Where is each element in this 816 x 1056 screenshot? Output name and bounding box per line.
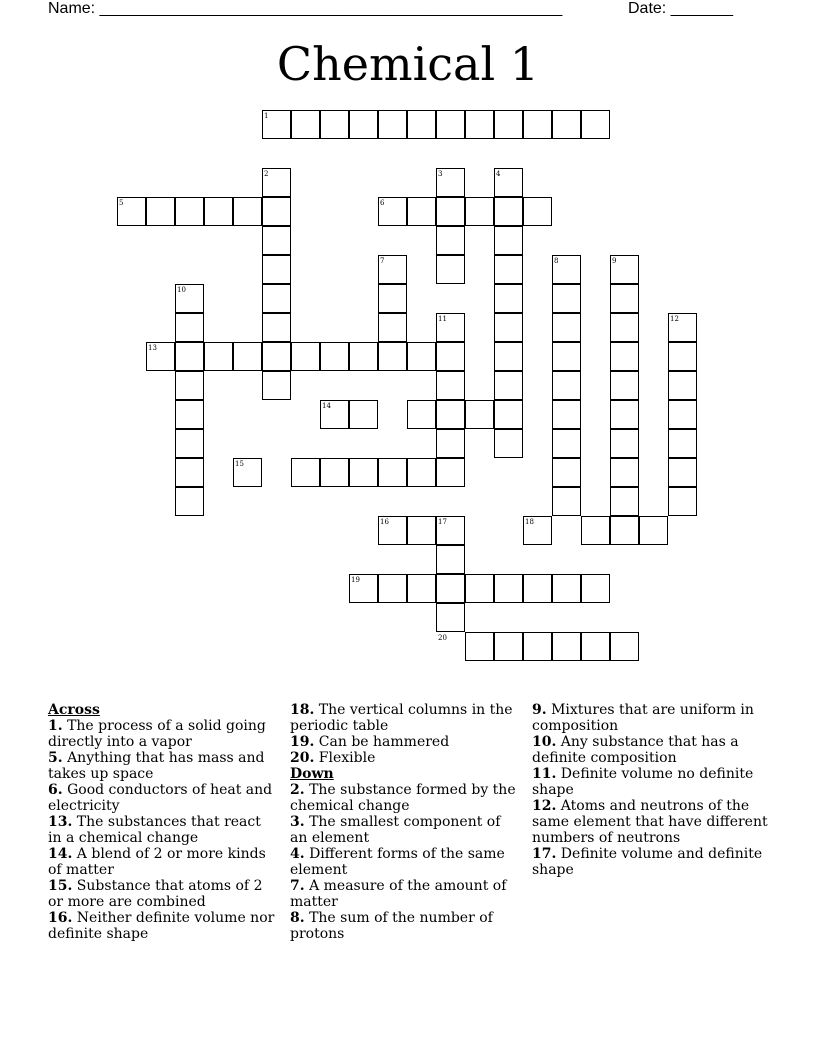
clue-number-label: 3. bbox=[290, 814, 305, 830]
clue-text: Definite volume and definite shape bbox=[532, 846, 763, 878]
clue-number: 1 bbox=[264, 112, 269, 120]
clue-number: 9 bbox=[612, 257, 617, 265]
grid-cell[interactable] bbox=[378, 284, 407, 313]
grid-cell[interactable] bbox=[668, 400, 697, 429]
clue bbox=[532, 798, 768, 846]
grid-cell[interactable] bbox=[233, 197, 262, 226]
clue-number: 12 bbox=[670, 315, 679, 323]
grid-cell[interactable] bbox=[610, 458, 639, 487]
clue-number-label: 16. bbox=[48, 910, 73, 926]
clues-column-3 bbox=[532, 702, 768, 878]
clue-text: Can be hammered bbox=[314, 734, 450, 750]
clue-number: 15 bbox=[235, 460, 244, 468]
grid-cell[interactable] bbox=[639, 516, 668, 545]
clue bbox=[48, 718, 276, 750]
grid-cell[interactable] bbox=[175, 197, 204, 226]
grid-cell[interactable] bbox=[465, 574, 494, 603]
clue-number-label: 8. bbox=[290, 910, 305, 926]
clue-number: 18 bbox=[525, 518, 534, 526]
clue bbox=[48, 878, 276, 910]
grid-cell[interactable] bbox=[494, 400, 523, 429]
grid-cell[interactable] bbox=[436, 197, 465, 226]
clue-text: Mixtures that are uniform in composition bbox=[532, 702, 754, 734]
grid-cell[interactable] bbox=[465, 197, 494, 226]
grid-cell[interactable] bbox=[465, 632, 494, 661]
clue-number-label: 14. bbox=[48, 846, 73, 862]
clue-number-label: 5. bbox=[48, 750, 63, 766]
grid-cell[interactable] bbox=[407, 458, 436, 487]
clue bbox=[290, 750, 518, 766]
clue-number-label: 9. bbox=[532, 702, 547, 718]
grid-cell[interactable] bbox=[378, 313, 407, 342]
grid-cell[interactable] bbox=[291, 458, 320, 487]
clue-number: 10 bbox=[177, 286, 186, 294]
grid-cell[interactable] bbox=[494, 313, 523, 342]
grid-cell[interactable] bbox=[494, 371, 523, 400]
grid-cell[interactable] bbox=[175, 458, 204, 487]
grid-cell[interactable] bbox=[581, 574, 610, 603]
clue bbox=[532, 702, 768, 734]
clue-number: 16 bbox=[380, 518, 389, 526]
grid-cell[interactable] bbox=[610, 400, 639, 429]
grid-cell[interactable] bbox=[320, 342, 349, 371]
grid-cell[interactable] bbox=[436, 110, 465, 139]
grid-cell[interactable] bbox=[436, 226, 465, 255]
clue-number: 3 bbox=[438, 170, 443, 178]
clue-text: Substance that atoms of 2 or more are combined bbox=[48, 878, 263, 910]
grid-cell[interactable] bbox=[523, 632, 552, 661]
clue bbox=[48, 782, 276, 814]
clue-text: Any substance that has a definite composition bbox=[532, 734, 739, 766]
grid-cell[interactable] bbox=[610, 429, 639, 458]
clue-number-label: 10. bbox=[532, 734, 557, 750]
grid-cell[interactable] bbox=[175, 487, 204, 516]
clue-number: 20 bbox=[438, 634, 447, 642]
clue bbox=[532, 734, 768, 766]
grid-cell[interactable] bbox=[552, 313, 581, 342]
clue-text: A measure of the amount of matter bbox=[290, 878, 507, 910]
grid-cell[interactable] bbox=[494, 110, 523, 139]
grid-cell[interactable] bbox=[668, 342, 697, 371]
grid-cell[interactable] bbox=[523, 574, 552, 603]
grid-cell[interactable] bbox=[610, 284, 639, 313]
grid-cell[interactable] bbox=[668, 371, 697, 400]
clue-number: 4 bbox=[496, 170, 501, 178]
grid-cell[interactable] bbox=[436, 545, 465, 574]
grid-cell[interactable] bbox=[436, 603, 465, 632]
grid-cell[interactable] bbox=[146, 197, 175, 226]
clue-text: Different forms of the same element bbox=[290, 846, 505, 878]
grid-cell[interactable] bbox=[494, 226, 523, 255]
across-clue-list-continued bbox=[290, 702, 518, 766]
clue bbox=[290, 702, 518, 734]
clue-number: 14 bbox=[322, 402, 331, 410]
grid-cell[interactable] bbox=[349, 110, 378, 139]
grid-cell[interactable] bbox=[175, 429, 204, 458]
grid-cell[interactable] bbox=[610, 487, 639, 516]
grid-cell[interactable] bbox=[175, 371, 204, 400]
grid-cell[interactable] bbox=[436, 458, 465, 487]
clue-number: 17 bbox=[438, 518, 447, 526]
clue-text: The process of a solid going directly into a vapor bbox=[48, 718, 266, 750]
grid-cell[interactable] bbox=[610, 516, 639, 545]
grid-cell[interactable] bbox=[291, 342, 320, 371]
grid-cell[interactable] bbox=[465, 110, 494, 139]
clue bbox=[532, 766, 768, 798]
grid-cell[interactable] bbox=[581, 516, 610, 545]
grid-cell[interactable] bbox=[552, 110, 581, 139]
clue bbox=[290, 814, 518, 846]
grid-cell[interactable] bbox=[465, 400, 494, 429]
clue-text: Atoms and neutrons of the same element that have different numbers of neutrons bbox=[532, 798, 768, 846]
grid-cell[interactable] bbox=[262, 255, 291, 284]
clue bbox=[290, 910, 518, 942]
grid-cell[interactable] bbox=[552, 371, 581, 400]
clue bbox=[48, 910, 276, 942]
grid-cell[interactable] bbox=[552, 284, 581, 313]
clue-number-label: 12. bbox=[532, 798, 557, 814]
clue-number-label: 1. bbox=[48, 718, 63, 734]
clue-text: The vertical columns in the periodic table bbox=[290, 702, 513, 734]
clue bbox=[48, 814, 276, 846]
grid-cell[interactable] bbox=[407, 516, 436, 545]
grid-cell[interactable] bbox=[407, 342, 436, 371]
clue bbox=[290, 734, 518, 750]
grid-cell[interactable] bbox=[552, 429, 581, 458]
grid-cell[interactable] bbox=[523, 197, 552, 226]
clue-text: Good conductors of heat and electricity bbox=[48, 782, 273, 814]
grid-cell[interactable] bbox=[262, 371, 291, 400]
grid-cell[interactable] bbox=[262, 226, 291, 255]
name-field-label[interactable]: Name: ____________________________________________________ bbox=[48, 0, 563, 17]
grid-cell[interactable] bbox=[494, 284, 523, 313]
clue-number-label: 2. bbox=[290, 782, 305, 798]
grid-cell[interactable] bbox=[175, 313, 204, 342]
down-clue-list bbox=[290, 782, 518, 942]
grid-cell[interactable] bbox=[407, 110, 436, 139]
grid-cell[interactable] bbox=[494, 574, 523, 603]
grid-cell[interactable] bbox=[436, 400, 465, 429]
clue bbox=[532, 846, 768, 878]
clue-number: 11 bbox=[438, 315, 447, 323]
grid-cell[interactable] bbox=[175, 342, 204, 371]
clue-text: The substance formed by the chemical change bbox=[290, 782, 516, 814]
grid-cell[interactable] bbox=[204, 197, 233, 226]
grid-cell[interactable] bbox=[320, 458, 349, 487]
grid-cell[interactable] bbox=[436, 255, 465, 284]
clue-number-label: 11. bbox=[532, 766, 557, 782]
grid-cell[interactable] bbox=[378, 342, 407, 371]
clue-number-label: 6. bbox=[48, 782, 63, 798]
clue-number-label: 7. bbox=[290, 878, 305, 894]
grid-cell[interactable] bbox=[349, 458, 378, 487]
clue-text: Definite volume no definite shape bbox=[532, 766, 754, 798]
page-title: Chemical 1 bbox=[276, 37, 540, 91]
clue-number: 19 bbox=[351, 576, 360, 584]
grid-cell[interactable] bbox=[233, 342, 262, 371]
clue-number: 5 bbox=[119, 199, 124, 207]
clue bbox=[290, 878, 518, 910]
grid-cell[interactable] bbox=[349, 342, 378, 371]
down-clue-list-continued bbox=[532, 702, 768, 878]
grid-cell[interactable] bbox=[552, 632, 581, 661]
grid-cell[interactable] bbox=[668, 458, 697, 487]
clues-column-1 bbox=[48, 702, 276, 942]
across-clue-list bbox=[48, 718, 276, 942]
clue-number-label: 13. bbox=[48, 814, 73, 830]
grid-cell[interactable] bbox=[552, 342, 581, 371]
clue-text: The substances that react in a chemical change bbox=[48, 814, 261, 846]
grid-cell[interactable] bbox=[320, 110, 349, 139]
grid-cell[interactable] bbox=[262, 313, 291, 342]
clue-number-label: 15. bbox=[48, 878, 73, 894]
grid-cell[interactable] bbox=[436, 429, 465, 458]
clue-text: Anything that has mass and takes up space bbox=[48, 750, 265, 782]
down-heading: Down bbox=[290, 766, 334, 782]
grid-cell[interactable] bbox=[378, 110, 407, 139]
clue-number-label: 20. bbox=[290, 750, 315, 766]
grid-cell[interactable] bbox=[291, 110, 320, 139]
clue-number-label: 19. bbox=[290, 734, 315, 750]
date-field-label[interactable]: Date: _______ bbox=[628, 0, 733, 17]
grid-cell[interactable] bbox=[552, 400, 581, 429]
grid-cell[interactable] bbox=[494, 255, 523, 284]
grid-cell[interactable] bbox=[378, 574, 407, 603]
grid-cell[interactable] bbox=[262, 197, 291, 226]
clue bbox=[290, 782, 518, 814]
grid-cell[interactable] bbox=[610, 371, 639, 400]
grid-cell[interactable] bbox=[610, 632, 639, 661]
grid-cell[interactable] bbox=[494, 429, 523, 458]
grid-cell[interactable] bbox=[407, 574, 436, 603]
clue-text: A blend of 2 or more kinds of matter bbox=[48, 846, 266, 878]
grid-cell[interactable] bbox=[523, 110, 552, 139]
grid-cell[interactable] bbox=[581, 110, 610, 139]
grid-cell[interactable] bbox=[262, 342, 291, 371]
clue bbox=[48, 750, 276, 782]
clue-number-label: 18. bbox=[290, 702, 315, 718]
grid-cell[interactable] bbox=[407, 400, 436, 429]
grid-cell[interactable] bbox=[494, 197, 523, 226]
clue bbox=[48, 846, 276, 878]
grid-cell[interactable] bbox=[610, 342, 639, 371]
clue-text: The smallest component of an element bbox=[290, 814, 501, 846]
clue-number: 13 bbox=[148, 344, 157, 352]
across-heading: Across bbox=[48, 702, 100, 718]
clues-column-2 bbox=[290, 702, 518, 942]
clue-number: 2 bbox=[264, 170, 269, 178]
grid-cell[interactable] bbox=[175, 400, 204, 429]
clue-number: 6 bbox=[380, 199, 385, 207]
grid-cell[interactable] bbox=[668, 487, 697, 516]
grid-cell[interactable] bbox=[552, 487, 581, 516]
clue-text: Flexible bbox=[314, 750, 376, 766]
grid-cell[interactable] bbox=[436, 342, 465, 371]
grid-cell[interactable] bbox=[204, 342, 233, 371]
grid-cell[interactable] bbox=[668, 429, 697, 458]
grid-cell[interactable] bbox=[552, 458, 581, 487]
grid-cell[interactable] bbox=[610, 313, 639, 342]
grid-cell[interactable] bbox=[262, 284, 291, 313]
grid-cell[interactable] bbox=[494, 342, 523, 371]
clue-number-label: 17. bbox=[532, 846, 557, 862]
clue-number: 8 bbox=[554, 257, 559, 265]
grid-cell[interactable] bbox=[349, 400, 378, 429]
clue bbox=[290, 846, 518, 878]
clue-text: Neither definite volume nor definite shape bbox=[48, 910, 275, 942]
clue-text: The sum of the number of protons bbox=[290, 910, 493, 942]
grid-cell[interactable] bbox=[494, 632, 523, 661]
grid-cell[interactable] bbox=[378, 458, 407, 487]
grid-cell[interactable] bbox=[581, 632, 610, 661]
clue-number: 7 bbox=[380, 257, 385, 265]
grid-cell[interactable] bbox=[436, 574, 465, 603]
grid-cell[interactable] bbox=[552, 574, 581, 603]
grid-cell[interactable] bbox=[407, 197, 436, 226]
clue-number-label: 4. bbox=[290, 846, 305, 862]
grid-cell[interactable] bbox=[436, 371, 465, 400]
